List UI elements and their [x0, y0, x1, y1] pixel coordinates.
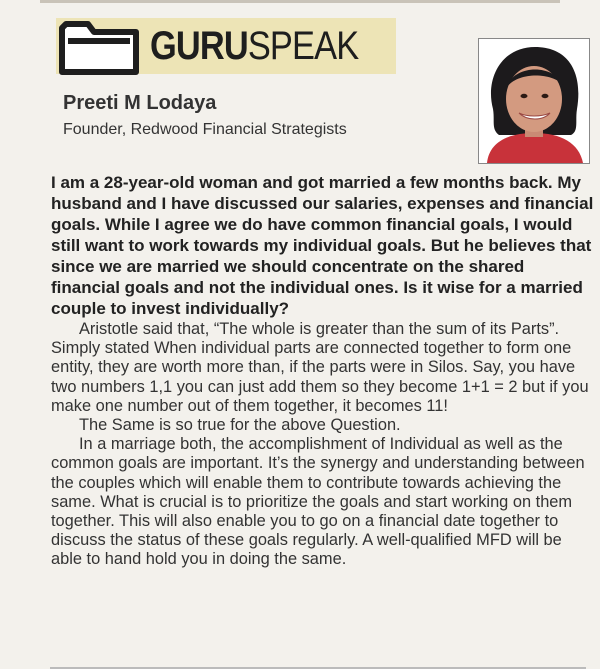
author-photo [478, 38, 590, 164]
top-rule [40, 0, 560, 3]
author-role: Founder, Redwood Financial Strategists [63, 121, 347, 138]
answer-paragraph: In a marriage both, the accomplishment of Individual as well as the common goals are important. It’s the synergy and understanding between the couples which will enable them to contribute towards achieving the same. What is crucial is to prioritize the goals and start working on them together. This will also enable you to go on a financial date together to discuss the status of these goals regularly. A well-qualified MFD will be able to hand hold you in doing the same. [51, 435, 585, 569]
answer-paragraph: The Same is so true for the above Question. [79, 416, 401, 435]
folder-icon [58, 18, 142, 76]
section-title [150, 22, 358, 70]
expert-answer [51, 320, 596, 570]
reader-question: I am a 28-year-old woman and got married a few months back. My husband and I have discussed our salaries, expenses and financial goals. While I agree we do have common financial goals, I would still want to work towards my individual goals. But he believes that since we are married we should concentrate on the shared financial goals and not the individual ones. Is it wise for a married couple to invest individually? [51, 173, 594, 318]
section-title-bold: GURU [150, 24, 248, 68]
section-title-light: SPEAK [247, 24, 359, 68]
answer-paragraph: Aristotle said that, “The whole is greater than the sum of its Parts”. Simply stated When individual parts are connected together to form one entity, they are worth more than, if the parts were in Silos. Say, you have two numbers 1,1 you can just add them so they become 1+1 = 2 but if you make one number out of them together, it becomes 11! [51, 320, 589, 415]
author-name: Preeti M Lodaya [63, 92, 217, 114]
